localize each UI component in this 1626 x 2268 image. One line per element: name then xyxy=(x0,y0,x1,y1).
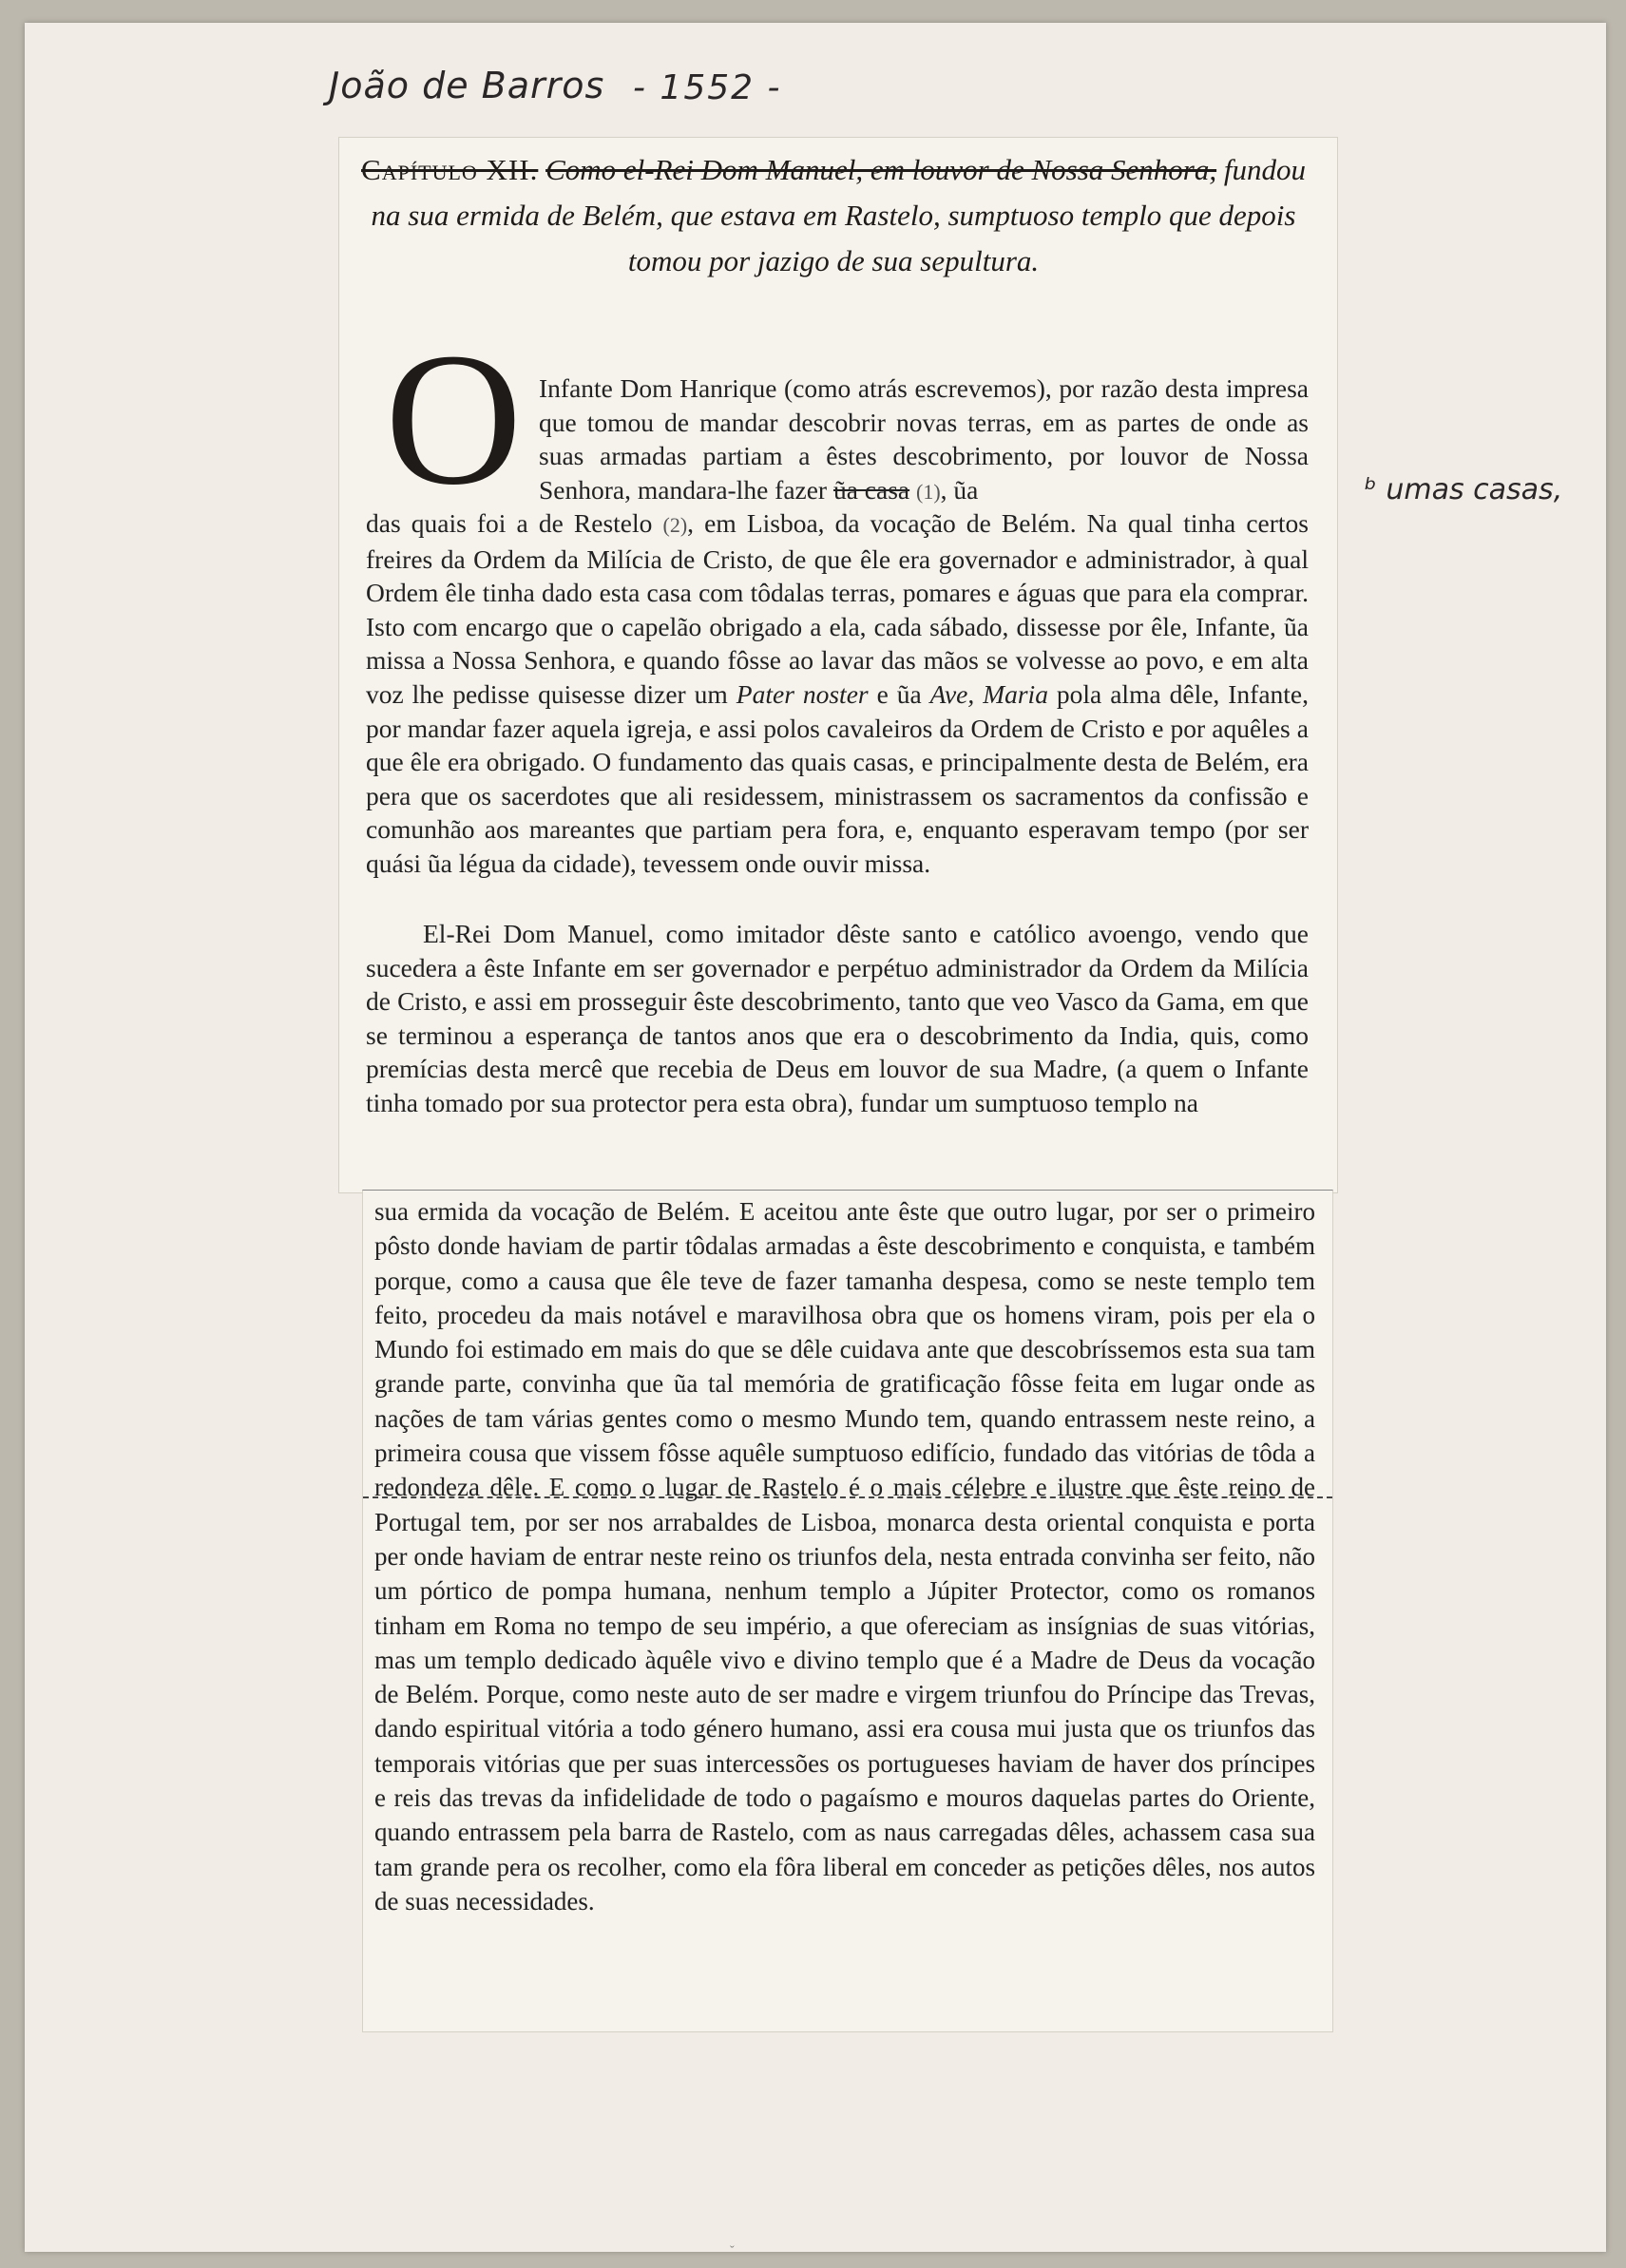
archive-page xyxy=(25,23,1606,2258)
paragraph-1-text-b: , ũa xyxy=(940,474,979,505)
note-ref-1: (1) xyxy=(916,479,941,504)
heading-struck-text: Como el-Rei Dom Manuel, em louvor de Nossa Senhora, xyxy=(545,153,1217,186)
chapter-number: Capítulo XII. xyxy=(361,153,539,186)
paragraph-2 xyxy=(366,506,1309,881)
paragraph-2-text-b: , em Lisboa, da vocação de Belém. Na qual tinha certos freires da Ordem da Milícia de Cristo, de que êle era governador e administrador, à qual Ordem êle tinha dado esta casa com tôdalas terras, pomares e águas que para ela comprar. Isto com encargo que o capelão obrigado a ela, cada sábado, dissesse por êle, Infante, ũa missa a Nossa Senhora, e quando fôsse ao lavar das mãos se volvesse ao povo, e em alta voz lhe pedisse quisesse dizer um xyxy=(366,508,1310,709)
latin-phrase-1: Pater noster xyxy=(736,678,869,709)
paragraph-3-text: El-Rei Dom Manuel, como imitador dêste santo e católico avoengo, vendo que sucedera a êste Infante em ser governador e perpétuo administrador da Ordem da Milícia de Cristo, e assi em prosseguir êste descobrimento, tanto que veo Vasco da Gama, em que se terminou a esperança de tantos anos que era o descobrimento da India, quis, como premícias desta mercê que recebia de Deus em louvor de sua Madre, (a quem o Infante tinha tomado por sua protector pera esta obra), fundar um sumptuoso templo na xyxy=(366,919,1309,1117)
paragraph-4: sua ermida da vocação de Belém. E aceitou ante êste que outro lugar, por ser o primeiro pôsto donde haviam de partir tôdalas armadas a êste descobrimento e conquista, e também porque, como a causa que êle teve de fazer tamanha despesa, como se neste templo tem feito, procedeu da mais notável e maravilhosa obra que os homens viram, pois per ela o Mundo foi estimado em mais do que se dêle cuidava ante que descobríssemos esta sua tam grande parte, convinha que ũa tal memória de gratificação fôsse feita em lugar onde as nações de tam várias gentes como o mesmo Mundo tem, quando entrassem neste reino, a primeira cousa que vissem fôsse aquêle sumptuoso edifício, fundado das vitórias de tôda a redondeza dêle. E como o lugar de Rastelo é o mais célebre e ilustre que êste reino de Portugal tem, por ser nos arrabaldes de Lisboa, monarca desta oriental conquista e porta per onde haviam de entrar neste reino os triunfos dela, nesta entrada convinha ser feito, não um pórtico de pompa humana, nenhum templo a Júpiter Protector, como os romanos tinham em Roma no tempo de seu império, a que ofereciam as insígnias de suas vitórias, mas um templo dedicado àquêle vivo e divino templo que é a Madre de Deus da vocação de Belém. Porque, como neste auto de ser madre e virgem triunfou do Príncipe das Trevas, dando espiritual vitória a todo género humano, assi era cousa mui justa que os triunfos das temporais vitórias que per suas intercessões os portugueses haviam de haver dos príncipes e reis das trevas da infidelidade de todo o pagaísmo e mouros daquelas partes do Oriente, quando entrassem pela barra de Rastelo, com as naus carregadas dêles, achassem casa sua tam grande pera os recolher, como ela fôra liberal em conceder as petições dêles, nos autos de suas necessidades. xyxy=(374,1197,1315,1915)
struck-words: ũa casa xyxy=(832,474,910,505)
handwritten-author: João de Barros xyxy=(329,65,605,106)
pasted-clipping-top xyxy=(338,137,1338,1193)
paragraph-1 xyxy=(539,372,1309,508)
note-ref-2: (2) xyxy=(662,513,688,537)
drop-cap: O xyxy=(385,314,523,524)
paragraph-2-text-a: das quais foi a de Restelo xyxy=(366,508,653,538)
pasted-clipping-bottom xyxy=(362,1190,1333,2032)
paragraph-3 xyxy=(366,917,1309,1120)
paragraph-2-text-c: e ũa xyxy=(876,678,922,709)
chapter-heading xyxy=(358,147,1309,284)
handwritten-date: - 1552 - xyxy=(633,68,782,107)
clipping-seam-line xyxy=(363,1496,1332,1498)
paragraph-1-text-a: Infante Dom Hanrique (como atrás escrevemos), por razão desta impresa que tomou de mandar descobrir novas terras, em as partes de onde as suas armadas partiam a êstes descobrimento, por louvor de Nossa Senhora, mandara-lhe fazer xyxy=(539,373,1309,505)
handwritten-margin-note: ᵇ umas casas, xyxy=(1365,473,1563,506)
page-speck: ˇ xyxy=(730,2244,735,2258)
heading-text: fundou na sua ermida de Belém, que estava em Rastelo, sumptuoso templo que depois tomou por jazigo de sua sepultura. xyxy=(371,153,1306,277)
paragraph-2-text-d: pola alma dêle, Infante, por mandar fazer aquela igreja, e assi polos cavaleiros da Ordem de Cristo e por aquêles a que êle era obrigado. O fundamento das quais casas, e principalmente desta de Belém, era pera que os sacerdotes que ali residessem, ministrassem os sacramentos da confissão e comunhão aos mareantes que partiam pera fora, e, enquanto esperavam tempo (por ser quási ũa légua da cidade), tevessem onde ouvir missa. xyxy=(366,678,1310,878)
latin-phrase-2: Ave, Maria xyxy=(929,678,1048,709)
